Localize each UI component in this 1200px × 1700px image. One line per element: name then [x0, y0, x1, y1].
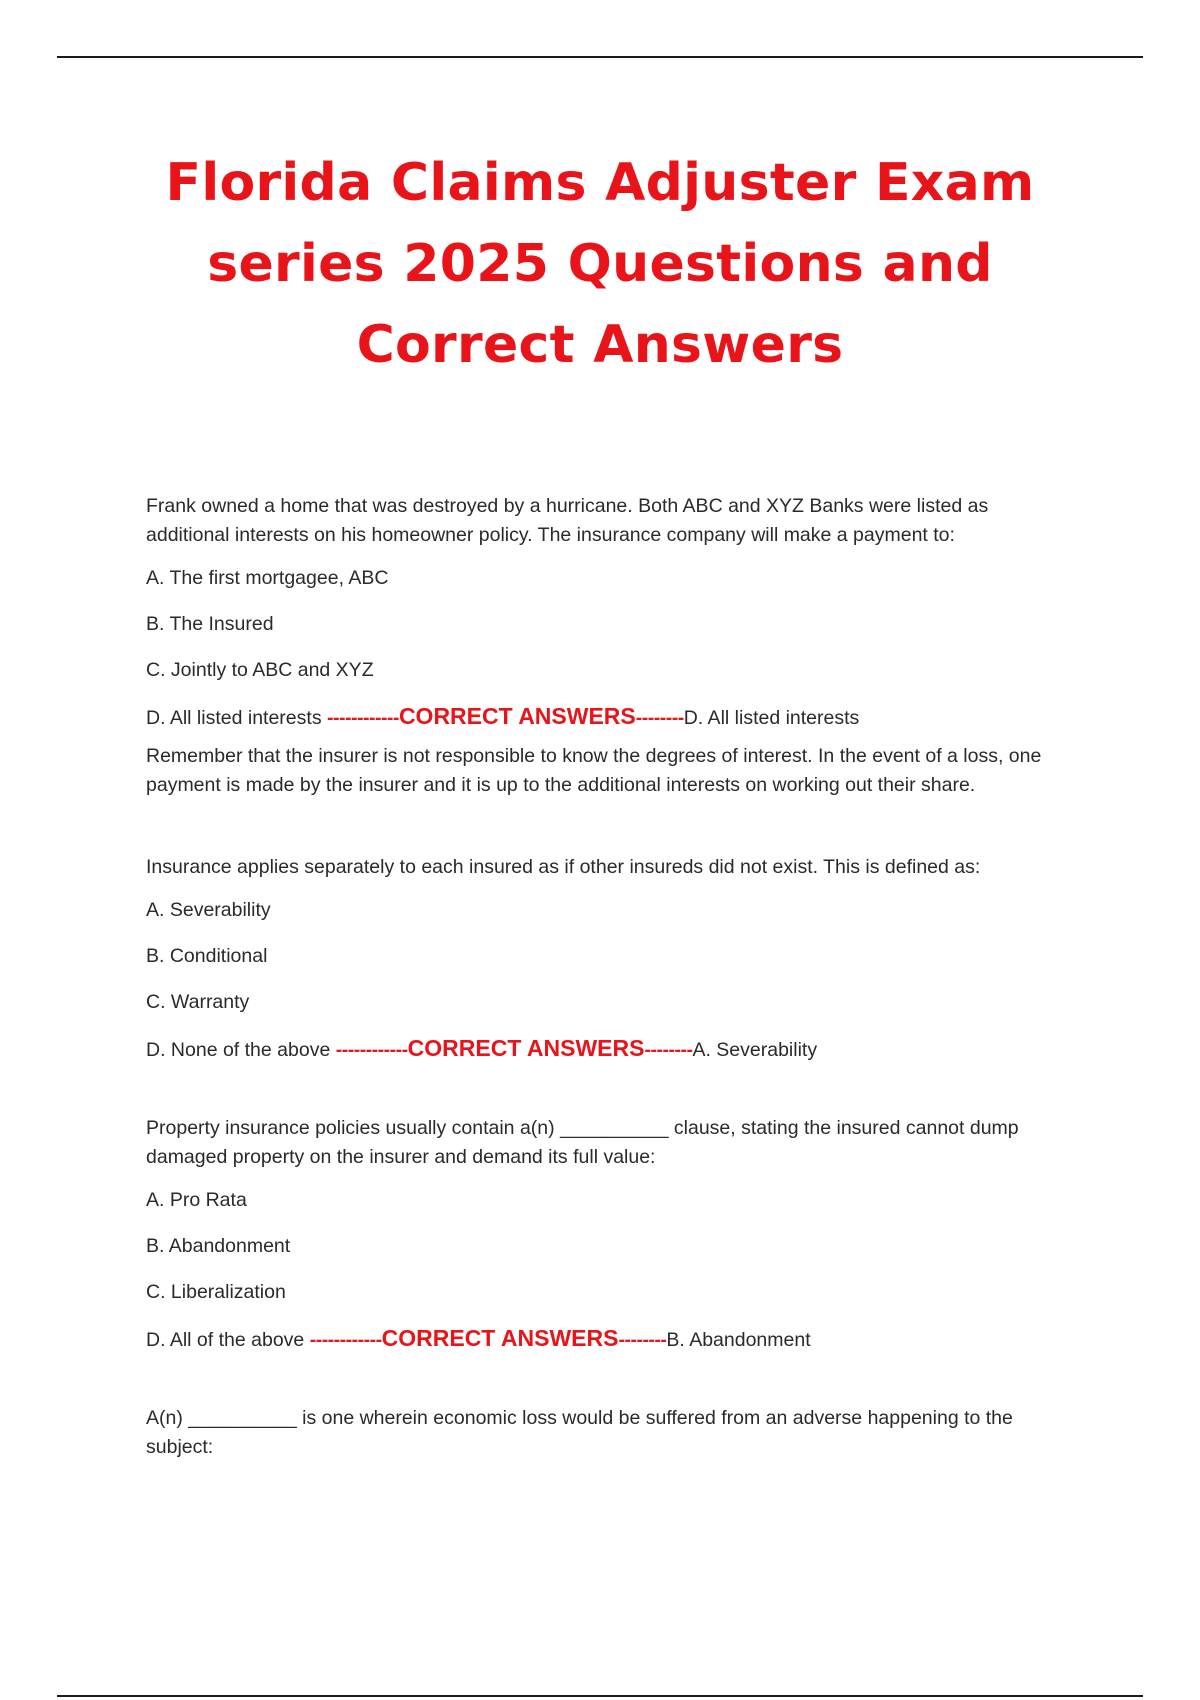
question-block	[146, 1404, 1066, 1462]
option-item: A. Pro Rata	[146, 1189, 247, 1211]
question-block	[146, 492, 1066, 800]
answer-marker-dashes: --------	[635, 707, 684, 729]
option-item: D. All of the above	[146, 1329, 305, 1351]
option-with-answer	[146, 702, 1066, 731]
correct-answers-label: CORRECT ANSWERS	[381, 1325, 619, 1351]
answer-marker-dashes: --------	[644, 1039, 693, 1061]
question-block	[146, 853, 1066, 1063]
question-text: Insurance applies separately to each insured as if other insureds did not exist. This is defined as:	[146, 856, 981, 878]
option-item: C. Liberalization	[146, 1281, 286, 1303]
answer-marker-dashes: ------------	[309, 1329, 382, 1351]
option-item: B. Abandonment	[146, 1235, 291, 1257]
correct-answers-label: CORRECT ANSWERS	[407, 1035, 645, 1061]
correct-answer-value: D. All listed interests	[683, 707, 860, 729]
option-item: B. The Insured	[146, 613, 274, 635]
option-item: D. All listed interests	[146, 707, 322, 729]
document-title	[100, 143, 1100, 386]
option-item: B. Conditional	[146, 945, 268, 967]
correct-answer-value: A. Severability	[692, 1039, 818, 1061]
option-item: A. Severability	[146, 899, 271, 921]
question-text: Property insurance policies usually contain a(n) __________ clause, stating the insured cannot dump damaged property on the insurer and demand its full value:	[146, 1117, 1019, 1168]
document-body	[146, 492, 1066, 1462]
answer-explanation: Remember that the insurer is not responsible to know the degrees of interest. In the event of a loss, one payment is made by the insurer and it is up to the additional interests on working out their share.	[146, 745, 1042, 796]
title-line: Florida Claims Adjuster Exam	[165, 153, 1035, 213]
option-item: A. The first mortgagee, ABC	[146, 567, 389, 589]
question-block	[146, 1114, 1066, 1353]
option-with-answer	[146, 1324, 1066, 1353]
option-item: C. Jointly to ABC and XYZ	[146, 659, 374, 681]
option-list	[146, 1186, 1066, 1353]
option-list	[146, 896, 1066, 1063]
question-text: Frank owned a home that was destroyed by a hurricane. Both ABC and XYZ Banks were listed as additional interests on his homeowner policy. The insurance company will make a payment to:	[146, 495, 989, 546]
title-line: Correct Answers	[356, 315, 844, 375]
correct-answers-label: CORRECT ANSWERS	[398, 703, 636, 729]
answer-marker-dashes: ------------	[327, 707, 399, 729]
correct-answer-value: B. Abandonment	[666, 1329, 811, 1351]
answer-marker-dashes: --------	[618, 1329, 667, 1351]
option-with-answer	[146, 1034, 1066, 1063]
top-divider	[57, 56, 1143, 58]
option-item: C. Warranty	[146, 991, 250, 1013]
option-list	[146, 564, 1066, 731]
title-line: series 2025 Questions and	[207, 234, 993, 294]
question-text: A(n) __________ is one wherein economic loss would be suffered from an adverse happening to the subject:	[146, 1407, 1013, 1458]
option-item: D. None of the above	[146, 1039, 331, 1061]
answer-marker-dashes: ------------	[335, 1039, 408, 1061]
bottom-divider	[57, 1695, 1143, 1697]
